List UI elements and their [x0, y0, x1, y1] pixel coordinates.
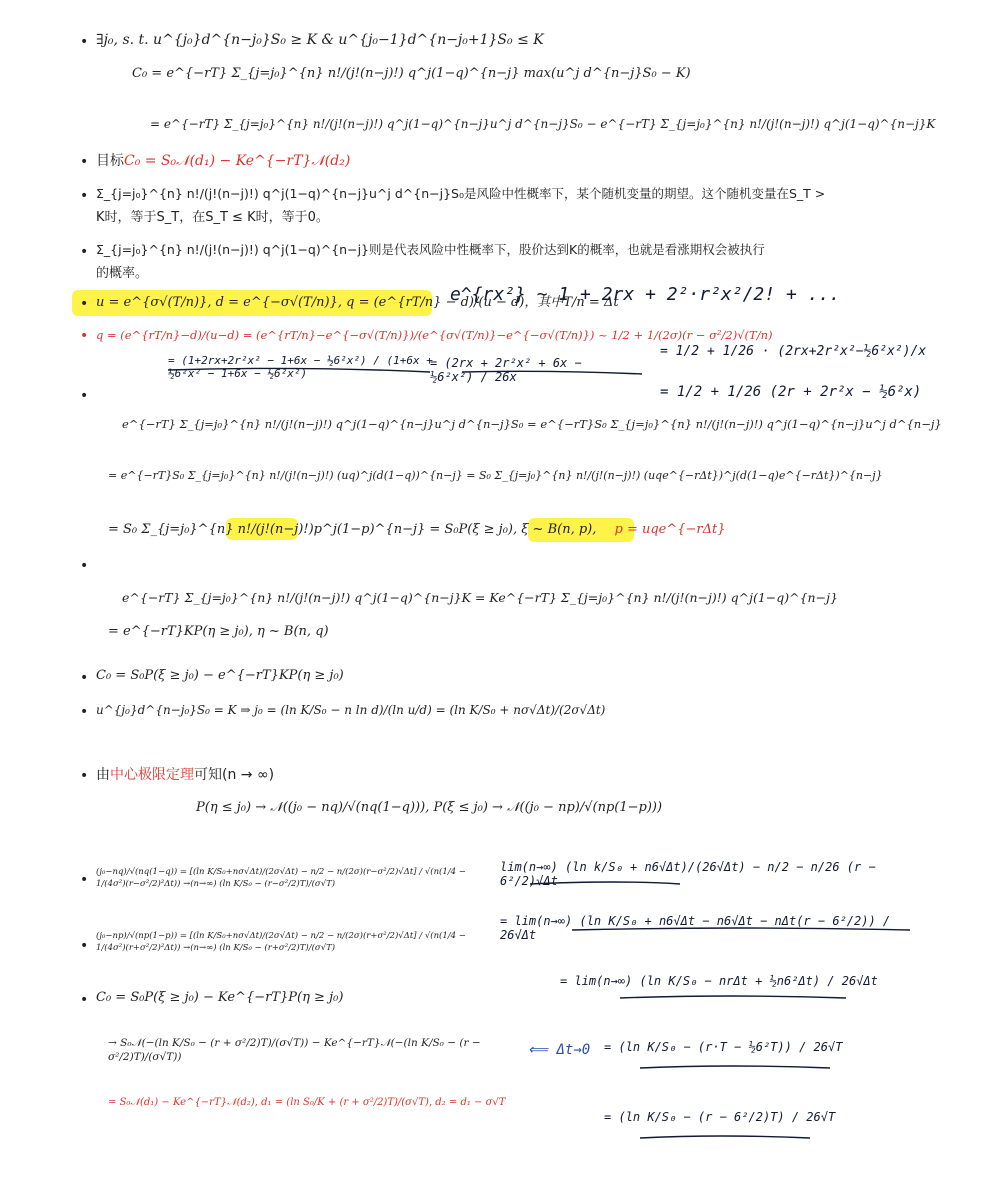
call-price-limit: → S₀𝒩(−(ln K/S₀ − (r + σ²/2)T)/(σ√T)) − Ke^{−rT}𝒩(−(ln K/S₀ − (r − σ²/2)T)/(σ√T)) [108, 1037, 481, 1063]
handwritten-taylor-expansion: e^{rx²} ~ 1 + 2rx + 2²·r²x²/2! + ... [450, 284, 841, 305]
existence-condition: ∃j₀, s. t. u^{j₀}d^{n−j₀}S₀ ≥ K & u^{j₀−1}d^{n−j₀+1}S₀ ≤ K [96, 32, 544, 48]
bullet: • [80, 296, 89, 312]
bullet: • [80, 388, 89, 404]
probability-note-2: 的概率。 [96, 266, 149, 281]
handwritten-q-result: = 1/2 + 1/26 (2r + 2r²x − ½6²x) [660, 384, 922, 400]
handwritten-delta-t-arrow: ⟸ Δt→0 [528, 1042, 591, 1058]
probability-note-1: Σ_{j=j₀}^{n} n!/(j!(n−j)!) q^j(1−q)^{n−j}则是代表风险中性概率下，股价达到K的概率，也就是看涨期权会被执行 [96, 242, 765, 257]
standardized-xi: (j₀−np)/√(np(1−p)) = [(ln K/S₀+nσ√Δt)/(2σ√Δt) − n/2 − n/(2σ)(r+σ²/2)√Δt] / √(n(1/4 − 1/(4σ²)(r+σ²/2)²Δt)) →(n→∞) (ln K/S₀ − (r+σ²/2)T)/(σ√T) [96, 931, 466, 953]
bullet: • [80, 872, 89, 888]
handwritten-limit-5: = (ln K/S₀ − (r − 6²/2)T) / 26√T [604, 1110, 836, 1124]
j0-solution: u^{j₀}d^{n−j₀}S₀ = K ⇒ j₀ = (ln K/S₀ − n ln d)/(ln u/d) = (ln K/S₀ + nσ√Δt)/(2σ√Δt) [96, 703, 606, 717]
expectation-sum-3: = S₀ Σ_{j=j₀}^{n} n!/(j!(n−j)!)p^j(1−p)^{n−j} = S₀P(ξ ≥ j₀), ξ ~ B(n, p), p = uqe^{−rΔt} [108, 522, 726, 537]
expectation-note-1: Σ_{j=j₀}^{n} n!/(j!(n−j)!) q^j(1−q)^{n−j}u^j d^{n−j}S₀是风险中性概率下，某个随机变量的期望。这个随机变量在S_T > [96, 186, 826, 201]
highlighted-p-term: p^j(1−p) [313, 522, 375, 537]
call-price-formula: C₀ = e^{−rT} Σ_{j=j₀}^{n} n!/(j!(n−j)!) q^j(1−q)^{n−j} max(u^j d^{n−j}S₀ − K) [132, 66, 691, 81]
strike-sum-1: e^{−rT} Σ_{j=j₀}^{n} n!/(j!(n−j)!) q^j(1−q)^{n−j}K = Ke^{−rT} Σ_{j=j₀}^{n} n!/(j!(n−j)!) q^j(1−q)^{n−j} [122, 590, 838, 605]
bullet: • [80, 670, 89, 686]
handwritten-q-ratio: = (1+2rx+2r²x² − 1+6x − ½6²x²) / (1+6x + ½6²x² − 1+6x − ½6²x²) [168, 354, 433, 380]
black-scholes-result: = S₀𝒩(d₁) − Ke^{−rT}𝒩(d₂), d₁ = (ln S₀/K + (r + σ²/2)T)/(σ√T), d₂ = d₁ − σ√T [108, 1097, 506, 1108]
expectation-note-2: K时，等于S_T，在S_T ≤ K时，等于0。 [96, 210, 329, 225]
handwritten-limit-1: lim(n→∞) (ln k/S₀ + n6√Δt)/(26√Δt) − n/2 − n/26 (r − 6²/2)√Δt [500, 860, 876, 888]
call-price-limit-start: C₀ = S₀P(ξ ≥ j₀) − Ke^{−rT}P(η ≥ j₀) [96, 990, 344, 1005]
bullet: • [80, 154, 89, 170]
q-approximation: q = (e^{rT/n}−d)/(u−d) = (e^{rT/n}−e^{−σ√(T/n)})/(e^{σ√(T/n)}−e^{−σ√(T/n)}) ~ 1/2 + 1/(2σ)(r − σ²/2)√(T/n) [96, 328, 773, 342]
expectation-sum-1: e^{−rT} Σ_{j=j₀}^{n} n!/(j!(n−j)!) q^j(1−q)^{n−j}u^j d^{n−j}S₀ = e^{−rT}S₀ Σ_{j=j₀}^{n} n!/(j!(n−j)!) q^j(1−q)^{n−j}u^j d^{n−j} [122, 417, 942, 431]
handwritten-limit-3: = lim(n→∞) (ln K/S₀ − nrΔt + ½n6²Δt) / 26√Δt [560, 974, 878, 988]
u-d-q-definition: u = e^{σ√(T/n)}, d = e^{−σ√(T/n)}, q = (e^{rT/n} − d)/(u − d)，其中T/n = Δt [96, 295, 619, 310]
bullet: • [80, 938, 89, 954]
bullet: • [80, 768, 89, 784]
handwritten-limit-2: = lim(n→∞) (ln K/S₀ + n6√Δt − n6√Δt − nΔt(r − 6²/2)) / 26√Δt [500, 914, 891, 942]
bullet: • [80, 244, 89, 260]
p-definition: p = uqe^{−rΔt} [614, 522, 726, 537]
bullet: • [80, 328, 89, 344]
target-line: 目标C₀ = S₀𝒩(d₁) − Ke^{−rT}𝒩(d₂) [96, 153, 351, 169]
call-price-probability: C₀ = S₀P(ξ ≥ j₀) − e^{−rT}KP(η ≥ j₀) [96, 668, 344, 683]
clt-intro: 由中心极限定理可知(n → ∞) [96, 767, 275, 783]
bullet: • [80, 188, 89, 204]
bullet: • [80, 558, 89, 574]
handwritten-limit-4: = (ln K/S₀ − (r·T − ½6²T)) / 26√T [604, 1040, 843, 1054]
bullet: • [80, 992, 89, 1008]
expectation-sum-2: = e^{−rT}S₀ Σ_{j=j₀}^{n} n!/(j!(n−j)!) (uq)^j(d(1−q))^{n−j} = S₀ Σ_{j=j₀}^{n} n!/(j!(n−j)!) (uqe^{−rΔt})^j(d(1−q)e^{−rΔt})^{n−j} [108, 469, 883, 482]
bullet: • [80, 34, 89, 50]
clt-limits: P(η ≤ j₀) → 𝒩((j₀ − nq)/√(nq(1−q))), P(ξ ≤ j₀) → 𝒩((j₀ − np)/√(np(1−p))) [196, 800, 663, 815]
call-price-expanded: = e^{−rT} Σ_{j=j₀}^{n} n!/(j!(n−j)!) q^j(1−q)^{n−j}u^j d^{n−j}S₀ − e^{−rT} Σ_{j=j₀}^{n} n!/(j!(n−j)!) q^j(1−q)^{n−j}K [150, 117, 936, 131]
standardized-eta: (j₀−nq)/√(nq(1−q)) = [(ln K/S₀+nσ√Δt)/(2σ√Δt) − n/2 − n/(2σ)(r−σ²/2)√Δt] / √(n(1/4 − 1/(4σ²)(r−σ²/2)²Δt)) →(n→∞) (ln K/S₀ − (r−σ²/2)T)/(σ√T) [96, 867, 466, 889]
handwritten-q-half: = 1/2 + 1/26 · (2rx+2r²x²−½6²x²)/x [660, 344, 927, 359]
handwritten-q-simplify: = (2rx + 2r²x² + 6x − ½6²x²) / 26x [430, 356, 582, 384]
bullet: • [80, 704, 89, 720]
strike-sum-2: = e^{−rT}KP(η ≥ j₀), η ~ B(n, q) [108, 624, 329, 639]
